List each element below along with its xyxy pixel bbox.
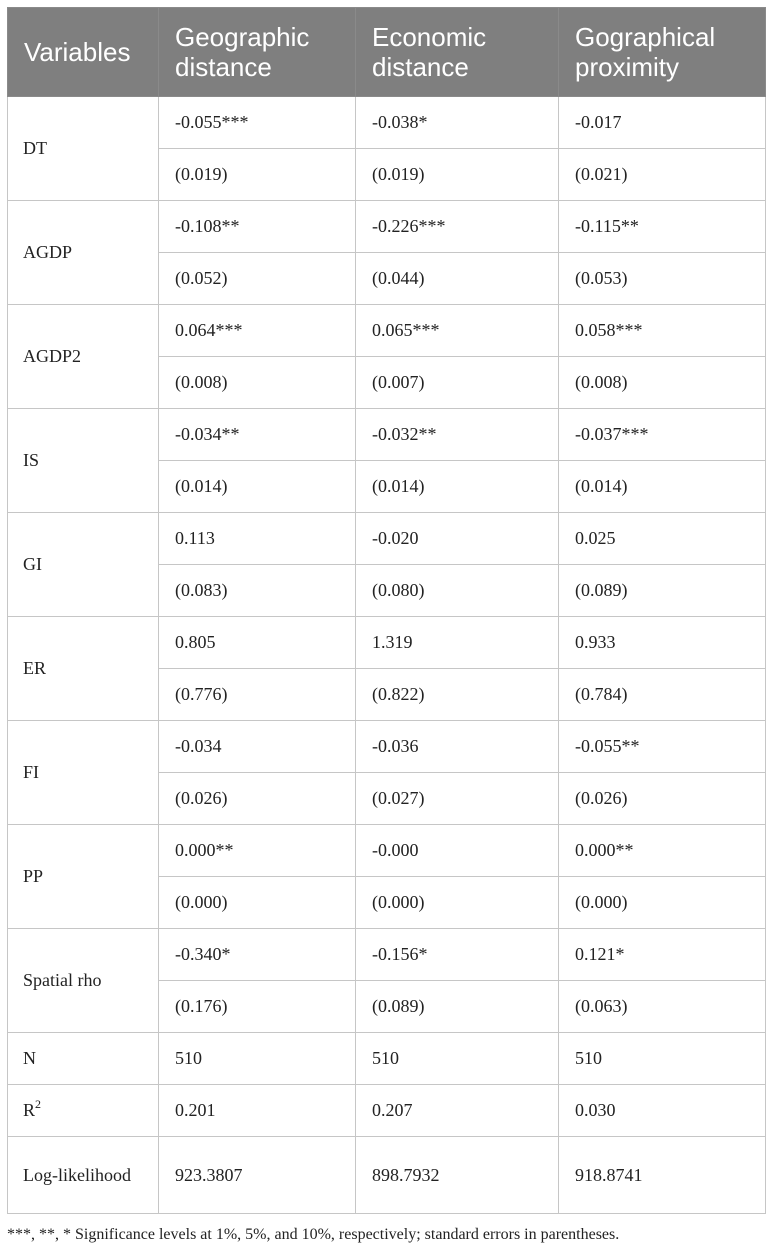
variable-label: GI xyxy=(8,513,159,617)
summary-row xyxy=(8,1033,766,1085)
coefficient-cell: -0.037*** xyxy=(559,409,766,461)
standard-error-cell: (0.007) xyxy=(356,357,559,409)
coefficient-row xyxy=(8,721,766,773)
coefficient-cell: 0.064*** xyxy=(159,305,356,357)
coefficient-row xyxy=(8,305,766,357)
coefficient-cell: -0.156* xyxy=(356,929,559,981)
coefficient-cell: -0.017 xyxy=(559,97,766,149)
standard-error-cell: (0.776) xyxy=(159,669,356,721)
coefficient-cell: -0.020 xyxy=(356,513,559,565)
standard-error-cell: (0.026) xyxy=(159,773,356,825)
coefficient-cell: 0.065*** xyxy=(356,305,559,357)
summary-row xyxy=(8,1085,766,1137)
standard-error-cell: (0.014) xyxy=(159,461,356,513)
standard-error-cell: (0.053) xyxy=(559,253,766,305)
coefficient-cell: 1.319 xyxy=(356,617,559,669)
standard-error-cell: (0.784) xyxy=(559,669,766,721)
summary-label xyxy=(8,1085,159,1137)
standard-error-cell: (0.014) xyxy=(356,461,559,513)
variable-label: AGDP2 xyxy=(8,305,159,409)
summary-label-base: R xyxy=(23,1100,36,1120)
variable-label: IS xyxy=(8,409,159,513)
coefficient-row xyxy=(8,825,766,877)
coefficient-cell: -0.055*** xyxy=(159,97,356,149)
coefficient-cell: 0.058*** xyxy=(559,305,766,357)
summary-label: N xyxy=(8,1033,159,1085)
standard-error-cell: (0.089) xyxy=(356,981,559,1033)
standard-error-cell: (0.083) xyxy=(159,565,356,617)
standard-error-cell: (0.000) xyxy=(159,877,356,929)
coefficient-cell: -0.226*** xyxy=(356,201,559,253)
coefficient-row xyxy=(8,617,766,669)
standard-error-cell: (0.026) xyxy=(559,773,766,825)
standard-error-cell: (0.000) xyxy=(356,877,559,929)
coefficient-row xyxy=(8,513,766,565)
standard-error-cell: (0.080) xyxy=(356,565,559,617)
summary-value-cell: 510 xyxy=(159,1033,356,1085)
coefficient-cell: 0.025 xyxy=(559,513,766,565)
summary-value-cell: 0.207 xyxy=(356,1085,559,1137)
coefficient-cell: -0.034** xyxy=(159,409,356,461)
coefficient-cell: -0.340* xyxy=(159,929,356,981)
header-geographic-distance: Geographic distance xyxy=(159,8,356,97)
standard-error-cell: (0.027) xyxy=(356,773,559,825)
summary-value-cell: 898.7932 xyxy=(356,1137,559,1214)
coefficient-cell: -0.032** xyxy=(356,409,559,461)
header-gographical-proximity: Gographical proximity xyxy=(559,8,766,97)
coefficient-row xyxy=(8,97,766,149)
coefficient-cell: -0.038* xyxy=(356,97,559,149)
summary-row xyxy=(8,1137,766,1214)
variable-label: AGDP xyxy=(8,201,159,305)
header-economic-distance: Economic distance xyxy=(356,8,559,97)
summary-value-cell: 923.3807 xyxy=(159,1137,356,1214)
variable-label: FI xyxy=(8,721,159,825)
coefficient-cell: -0.055** xyxy=(559,721,766,773)
header-variables: Variables xyxy=(8,8,159,97)
header-row xyxy=(8,8,766,97)
coefficient-cell: 0.121* xyxy=(559,929,766,981)
standard-error-cell: (0.008) xyxy=(159,357,356,409)
variable-label: Spatial rho xyxy=(8,929,159,1033)
coefficient-cell: -0.115** xyxy=(559,201,766,253)
standard-error-cell: (0.021) xyxy=(559,149,766,201)
standard-error-cell: (0.176) xyxy=(159,981,356,1033)
standard-error-cell: (0.000) xyxy=(559,877,766,929)
summary-value-cell: 0.201 xyxy=(159,1085,356,1137)
coefficient-cell: 0.113 xyxy=(159,513,356,565)
standard-error-cell: (0.019) xyxy=(159,149,356,201)
coefficient-cell: 0.000** xyxy=(159,825,356,877)
standard-error-cell: (0.044) xyxy=(356,253,559,305)
table-footnote: ***, **, * Significance levels at 1%, 5%, and 10%, respectively; standard errors in parentheses. xyxy=(7,1226,620,1243)
standard-error-cell: (0.014) xyxy=(559,461,766,513)
coefficient-row xyxy=(8,201,766,253)
regression-table xyxy=(7,7,766,1214)
coefficient-cell: -0.036 xyxy=(356,721,559,773)
summary-value-cell: 0.030 xyxy=(559,1085,766,1137)
coefficient-cell: 0.000** xyxy=(559,825,766,877)
coefficient-cell: 0.933 xyxy=(559,617,766,669)
standard-error-cell: (0.008) xyxy=(559,357,766,409)
coefficient-cell: -0.034 xyxy=(159,721,356,773)
summary-value-cell: 918.8741 xyxy=(559,1137,766,1214)
coefficient-row xyxy=(8,929,766,981)
summary-label: Log-likelihood xyxy=(8,1137,159,1214)
summary-value-cell: 510 xyxy=(559,1033,766,1085)
variable-label: ER xyxy=(8,617,159,721)
standard-error-cell: (0.089) xyxy=(559,565,766,617)
standard-error-cell: (0.019) xyxy=(356,149,559,201)
coefficient-cell: 0.805 xyxy=(159,617,356,669)
coefficient-cell: -0.000 xyxy=(356,825,559,877)
variable-label: PP xyxy=(8,825,159,929)
summary-value-cell: 510 xyxy=(356,1033,559,1085)
coefficient-cell: -0.108** xyxy=(159,201,356,253)
variable-label: DT xyxy=(8,97,159,201)
coefficient-row xyxy=(8,409,766,461)
standard-error-cell: (0.063) xyxy=(559,981,766,1033)
summary-label-superscript: 2 xyxy=(35,1097,42,1111)
standard-error-cell: (0.822) xyxy=(356,669,559,721)
standard-error-cell: (0.052) xyxy=(159,253,356,305)
